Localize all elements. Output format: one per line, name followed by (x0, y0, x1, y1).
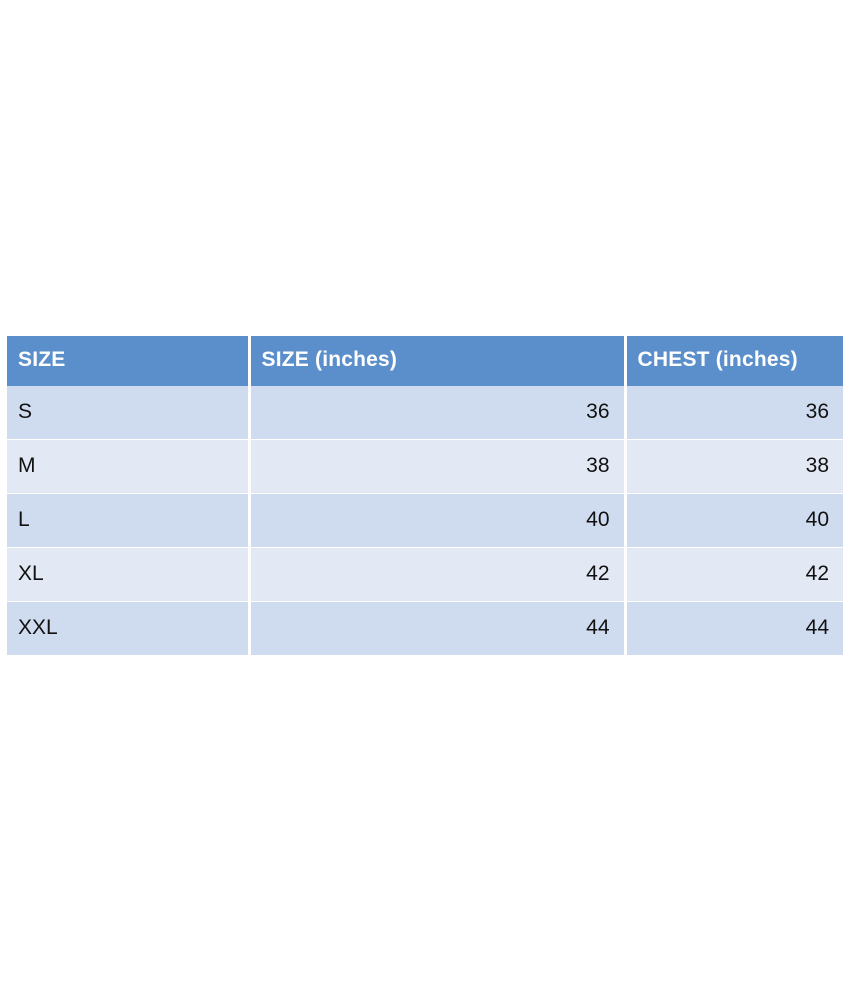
cell-size-inches: 44 (249, 602, 625, 656)
cell-size: M (7, 440, 249, 494)
cell-chest-inches: 42 (625, 548, 843, 602)
table-row (7, 602, 843, 656)
size-chart-table (7, 336, 843, 656)
table-row (7, 494, 843, 548)
table-header (7, 336, 843, 386)
cell-chest-inches: 40 (625, 494, 843, 548)
table-row (7, 386, 843, 440)
cell-chest-inches: 36 (625, 386, 843, 440)
cell-chest-inches: 38 (625, 440, 843, 494)
column-header-size-inches: SIZE (inches) (249, 336, 625, 386)
column-header-size: SIZE (7, 336, 249, 386)
cell-size: L (7, 494, 249, 548)
column-header-chest-inches: CHEST (inches) (625, 336, 843, 386)
table-row (7, 548, 843, 602)
cell-size-inches: 40 (249, 494, 625, 548)
cell-size-inches: 38 (249, 440, 625, 494)
size-chart-container (7, 336, 843, 656)
cell-size: XXL (7, 602, 249, 656)
cell-size-inches: 42 (249, 548, 625, 602)
cell-size: S (7, 386, 249, 440)
table-row (7, 440, 843, 494)
cell-size-inches: 36 (249, 386, 625, 440)
cell-chest-inches: 44 (625, 602, 843, 656)
table-body (7, 386, 843, 656)
cell-size: XL (7, 548, 249, 602)
table-header-row (7, 336, 843, 386)
